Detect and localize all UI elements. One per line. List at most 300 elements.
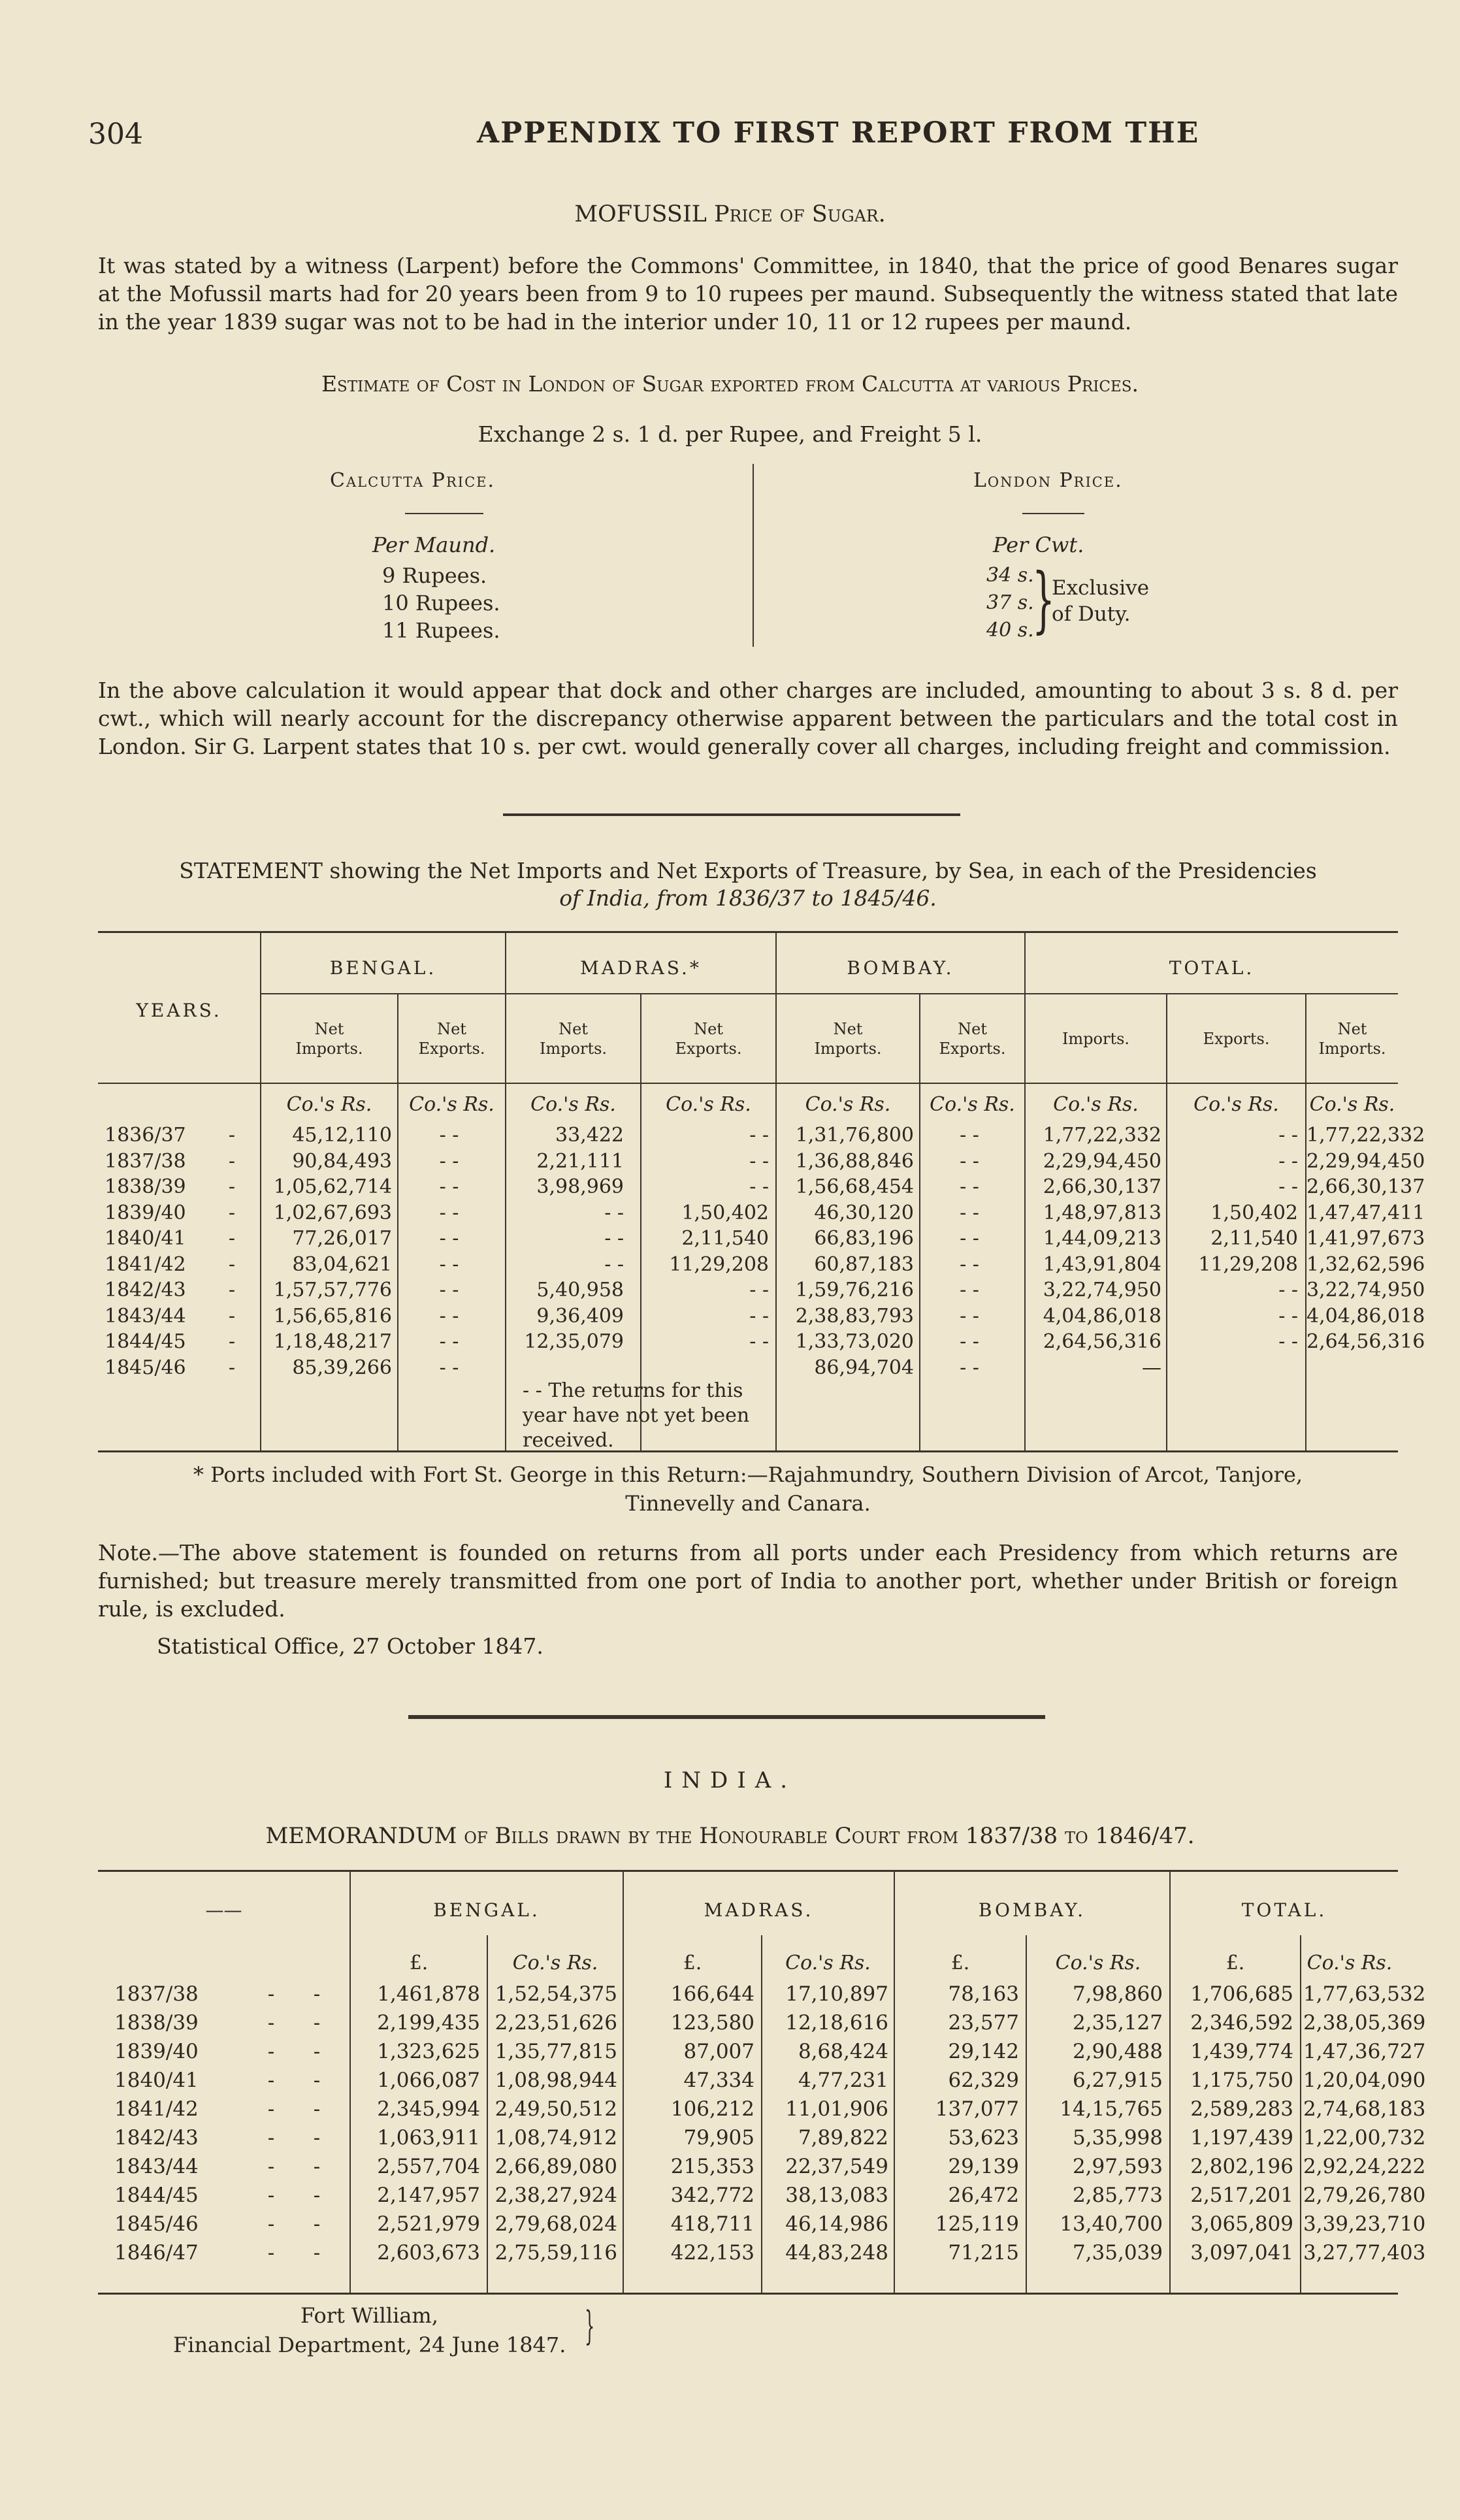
table-cell: - bbox=[228, 1175, 236, 1198]
table-cell: - - bbox=[604, 1227, 624, 1250]
year-cell: 1845/46 bbox=[105, 1356, 186, 1379]
year-cell: 1840/41 bbox=[114, 2069, 199, 2092]
table-row bbox=[98, 2155, 1426, 2184]
calcutta-price-item: 9 Rupees. bbox=[382, 563, 487, 588]
group-heading: TOTAL. bbox=[1241, 1899, 1327, 1921]
unit-label: Co.'s Rs. bbox=[1309, 1093, 1395, 1116]
table-cell: 2,346,592 bbox=[1190, 2011, 1293, 2035]
statement-title-line: of India, from 1836/37 to 1845/46. bbox=[559, 885, 937, 911]
table-cell: 77,26,017 bbox=[292, 1227, 392, 1250]
table-cell: 2,345,994 bbox=[377, 2097, 480, 2121]
table-cell: 1,48,97,813 bbox=[1043, 1201, 1161, 1224]
unit-label: Co.'s Rs. bbox=[1306, 1952, 1393, 1974]
table-cell: 2,603,673 bbox=[377, 2241, 480, 2265]
table-cell: - bbox=[228, 1124, 236, 1147]
table-cell: 2,589,283 bbox=[1190, 2097, 1293, 2121]
london-price-item: 37 s. bbox=[986, 591, 1034, 614]
year-cell: 1846/47 bbox=[114, 2241, 199, 2265]
table-cell: - bbox=[313, 2040, 321, 2063]
table-cell: - - bbox=[749, 1149, 769, 1173]
table-cell: - - bbox=[439, 1330, 459, 1353]
memorandum-title: MEMORANDUM of Bills drawn by the Honourable Court from 1837/38 to 1846/47. bbox=[265, 1823, 1195, 1849]
years-heading: YEARS. bbox=[136, 1000, 222, 1021]
year-cell: 1844/45 bbox=[114, 2184, 199, 2207]
note-paragraph: Note.—The above statement is founded on returns from all ports under each Presidency from which returns are furnished; but treasure merely transmitted from one port of India to another port, whether under British or foreign rule, is excluded. bbox=[98, 1540, 1398, 1622]
table-cell: 2,79,68,024 bbox=[495, 2212, 617, 2236]
table-cell: 1,57,57,776 bbox=[273, 1279, 392, 1301]
table-cell: 1,36,88,846 bbox=[795, 1149, 914, 1173]
london-price-item: 34 s. bbox=[986, 564, 1034, 587]
corner-dash: —— bbox=[205, 1899, 242, 1921]
group-heading: MADRAS. bbox=[704, 1899, 814, 1921]
calculation-paragraph: In the above calculation it would appear that dock and other charges are included, amounting to about 3 s. 8 d. per cwt., which will nearly account for the discrepancy otherwise apparent between the particulars and the total cost in London. Sir G. Larpent states that 10 s. per cwt. would generally cover all charges, including freight and commission. bbox=[98, 678, 1398, 759]
table-cell: 422,153 bbox=[670, 2241, 754, 2265]
table-rule bbox=[98, 1083, 1398, 1084]
table-cell: - - bbox=[1278, 1279, 1298, 1301]
table-cell: - - bbox=[749, 1304, 769, 1328]
exclusive-of-duty-note bbox=[1052, 575, 1149, 627]
exclusive-line: Exclusive bbox=[1052, 576, 1150, 600]
table-cell: 2,92,24,222 bbox=[1303, 2155, 1426, 2178]
year-cell: 1843/44 bbox=[114, 2155, 199, 2178]
table-cell: 8,68,424 bbox=[798, 2040, 888, 2063]
sugar-paragraph-container bbox=[98, 252, 1398, 336]
table-cell: - bbox=[267, 2155, 275, 2178]
sugar-section-title: MOFUSSIL Price of Sugar. bbox=[574, 201, 886, 227]
table-row bbox=[98, 2184, 1426, 2212]
table-cell: 1,44,09,213 bbox=[1043, 1227, 1161, 1250]
table-cell: - - bbox=[1278, 1124, 1298, 1147]
year-cell: 1838/39 bbox=[114, 2011, 199, 2035]
statement-title bbox=[98, 857, 1398, 912]
table-cell: 418,711 bbox=[670, 2212, 754, 2236]
table-cell: 11,29,208 bbox=[1198, 1252, 1298, 1276]
table-cell: - - bbox=[439, 1201, 459, 1224]
sugar-paragraph: It was stated by a witness (Larpent) before the Commons' Committee, in 1840, that the price of good Benares sugar at the Mofussil marts had for 20 years been from 9 to 10 rupees per maund. Subsequently the witness stated that late in the year 1839 sugar was not to be had in the interior under 10, 11 or 12 rupees per maund. bbox=[98, 253, 1398, 335]
table-cell: 2,29,94,450 bbox=[1306, 1149, 1425, 1173]
running-title: APPENDIX TO FIRST REPORT FROM THE bbox=[477, 116, 1200, 150]
table-cell: - bbox=[228, 1279, 236, 1301]
table-cell: 2,802,196 bbox=[1190, 2155, 1293, 2178]
table-cell: 2,74,68,183 bbox=[1303, 2097, 1426, 2121]
table-cell: 3,98,969 bbox=[536, 1175, 624, 1198]
table-cell: 85,39,266 bbox=[292, 1356, 392, 1379]
table-cell: - bbox=[228, 1252, 236, 1276]
madras-returns-note bbox=[523, 1379, 749, 1453]
table-row bbox=[98, 1201, 1425, 1229]
table-cell: - - bbox=[439, 1304, 459, 1328]
table-cell: - bbox=[228, 1356, 236, 1379]
table-cell: - - bbox=[1278, 1304, 1298, 1328]
year-cell: 1842/43 bbox=[105, 1279, 186, 1301]
table-cell: - - bbox=[960, 1227, 979, 1250]
statement-title-line: STATEMENT showing the Net Imports and Net Exports of Treasure, by Sea, in each of the Presidencies bbox=[179, 858, 1317, 883]
table-cell: - - bbox=[604, 1201, 624, 1224]
table-cell: 2,38,83,793 bbox=[795, 1304, 914, 1328]
table-cell: 2,23,51,626 bbox=[495, 2011, 617, 2035]
table-cell: 45,12,110 bbox=[292, 1124, 392, 1147]
table-row bbox=[98, 2069, 1426, 2097]
section-rule bbox=[408, 1715, 1045, 1719]
table-cell: - bbox=[267, 2126, 275, 2150]
table-cell: - - bbox=[1278, 1330, 1298, 1353]
table-cell: - bbox=[228, 1149, 236, 1173]
table-cell: 106,212 bbox=[670, 2097, 754, 2121]
table-cell: 1,77,63,532 bbox=[1303, 1982, 1426, 2006]
table-row bbox=[98, 1149, 1425, 1177]
table-cell: 29,142 bbox=[948, 2040, 1019, 2063]
table-cell: 4,04,86,018 bbox=[1043, 1304, 1161, 1328]
table-cell: 3,27,77,403 bbox=[1303, 2241, 1426, 2265]
year-cell: 1842/43 bbox=[114, 2126, 199, 2150]
calcutta-price-item: 11 Rupees. bbox=[382, 618, 500, 643]
subheading-net-imports: Net Imports. bbox=[814, 1020, 882, 1058]
table-rule bbox=[98, 1870, 1398, 1872]
table-cell: 1,77,22,332 bbox=[1043, 1124, 1161, 1147]
table-cell: - bbox=[228, 1330, 236, 1353]
table-cell: 1,35,77,815 bbox=[495, 2040, 617, 2063]
table-cell: - bbox=[313, 2212, 321, 2236]
subheading-net-imports: Net Imports. bbox=[539, 1020, 608, 1058]
table-cell: 60,87,183 bbox=[814, 1252, 914, 1276]
table-cell: 7,98,860 bbox=[1072, 1982, 1163, 2006]
table-cell: - bbox=[313, 2241, 321, 2265]
table-cell: 2,199,435 bbox=[377, 2011, 480, 2035]
table-cell: 1,43,91,804 bbox=[1043, 1252, 1161, 1276]
price-divider bbox=[753, 464, 754, 647]
table-cell: - - bbox=[439, 1279, 459, 1301]
table-cell: 2,11,540 bbox=[1210, 1227, 1298, 1250]
table-cell: - bbox=[267, 2212, 275, 2236]
unit-label: Co.'s Rs. bbox=[512, 1952, 598, 1974]
table-cell: 1,50,402 bbox=[1210, 1201, 1298, 1224]
table-cell: 1,323,625 bbox=[377, 2040, 480, 2063]
table-rule bbox=[98, 2293, 1398, 2295]
table-cell: 62,329 bbox=[948, 2069, 1019, 2092]
table-cell: 2,66,89,080 bbox=[495, 2155, 617, 2178]
table-cell: 1,05,62,714 bbox=[273, 1175, 392, 1198]
table-cell: 79,905 bbox=[683, 2126, 754, 2150]
table-cell: 12,35,079 bbox=[524, 1330, 624, 1353]
table-rule bbox=[261, 993, 1398, 994]
table-cell: 29,139 bbox=[948, 2155, 1019, 2178]
table-cell: 87,007 bbox=[683, 2040, 754, 2063]
statistical-office-line: Statistical Office, 27 October 1847. bbox=[157, 1633, 543, 1659]
unit-label: £. bbox=[950, 1952, 970, 1974]
table-cell: 1,197,439 bbox=[1190, 2126, 1293, 2150]
table-cell: 7,89,822 bbox=[798, 2126, 888, 2150]
table-cell: 1,32,62,596 bbox=[1306, 1252, 1425, 1276]
table-cell: - - bbox=[749, 1279, 769, 1301]
table-cell: 46,30,120 bbox=[814, 1201, 914, 1224]
treasure-statement-table bbox=[98, 931, 1425, 1454]
table-cell: 1,59,76,216 bbox=[795, 1279, 914, 1301]
table-cell: - bbox=[313, 2126, 321, 2150]
table-cell: 4,04,86,018 bbox=[1306, 1304, 1425, 1328]
table-cell: 6,27,915 bbox=[1072, 2069, 1163, 2092]
table-row bbox=[98, 2241, 1426, 2270]
subheading-net-exports: Net Exports. bbox=[675, 1020, 742, 1058]
group-heading: BENGAL. bbox=[433, 1899, 540, 1921]
table-cell: - bbox=[313, 2155, 321, 2178]
table-cell: - bbox=[313, 2097, 321, 2121]
table-cell: 166,644 bbox=[670, 1982, 754, 2006]
table-cell: - - bbox=[439, 1227, 459, 1250]
table-cell: - bbox=[267, 2011, 275, 2035]
year-cell: 1837/38 bbox=[114, 1982, 199, 2006]
table-cell: 1,08,74,912 bbox=[495, 2126, 617, 2150]
year-cell: 1839/40 bbox=[105, 1201, 186, 1224]
table-cell: - - bbox=[960, 1175, 979, 1198]
table-cell: 2,38,27,924 bbox=[495, 2184, 617, 2207]
table-row bbox=[98, 2212, 1426, 2241]
table-cell: - - bbox=[960, 1304, 979, 1328]
table-cell: - bbox=[228, 1201, 236, 1224]
table-cell: — bbox=[1142, 1356, 1161, 1379]
subheading-net-imports: Net Imports. bbox=[1318, 1020, 1386, 1058]
unit-label: Co.'s Rs. bbox=[530, 1093, 616, 1116]
year-cell: 1841/42 bbox=[105, 1252, 186, 1276]
table-row bbox=[98, 1227, 1425, 1254]
table-cell: 2,90,488 bbox=[1072, 2040, 1163, 2063]
table-cell: 47,334 bbox=[683, 2069, 754, 2092]
table-cell: 2,521,979 bbox=[377, 2212, 480, 2236]
section-rule bbox=[503, 813, 960, 816]
table-row bbox=[98, 2040, 1426, 2069]
table-row bbox=[98, 1124, 1425, 1151]
table-cell: 5,35,998 bbox=[1072, 2126, 1163, 2150]
table-cell: 78,163 bbox=[948, 1982, 1019, 2006]
unit-label: Co.'s Rs. bbox=[805, 1093, 891, 1116]
table-row bbox=[98, 2126, 1426, 2155]
table-cell: 1,22,00,732 bbox=[1303, 2126, 1426, 2150]
table-cell: 1,063,911 bbox=[377, 2126, 480, 2150]
table-rule bbox=[98, 931, 1398, 933]
table-cell: 9,36,409 bbox=[536, 1304, 624, 1328]
table-cell: - - bbox=[960, 1330, 979, 1353]
unit-label: Co.'s Rs. bbox=[286, 1093, 372, 1116]
table-row bbox=[98, 1279, 1425, 1306]
table-cell: - bbox=[267, 2069, 275, 2092]
table-cell: - - bbox=[439, 1252, 459, 1276]
group-heading: TOTAL. bbox=[1169, 957, 1255, 979]
table-cell: 342,772 bbox=[670, 2184, 754, 2207]
brace-glyph: } bbox=[1032, 557, 1055, 641]
table-cell: 1,33,73,020 bbox=[795, 1330, 914, 1353]
table-cell: 2,79,26,780 bbox=[1303, 2184, 1426, 2207]
bills-memorandum-table bbox=[98, 1870, 1426, 2321]
table-cell: 2,64,56,316 bbox=[1306, 1330, 1425, 1353]
subheading-net-exports: Net Exports. bbox=[418, 1020, 485, 1058]
table-cell: 83,04,621 bbox=[292, 1252, 392, 1276]
table-cell: 90,84,493 bbox=[292, 1149, 392, 1173]
unit-label: £. bbox=[683, 1952, 702, 1974]
table-cell: 46,14,986 bbox=[785, 2212, 888, 2236]
table-cell: - - bbox=[960, 1279, 979, 1301]
madras-note-line: - - The returns for this bbox=[523, 1379, 743, 1402]
table-cell: 3,065,809 bbox=[1190, 2212, 1293, 2236]
year-cell: 1838/39 bbox=[105, 1175, 186, 1198]
table-cell: 3,097,041 bbox=[1190, 2241, 1293, 2265]
table-cell: 1,18,48,217 bbox=[273, 1330, 392, 1353]
london-price-heading: London Price. bbox=[973, 469, 1123, 492]
london-price-list bbox=[986, 562, 1034, 644]
calcutta-price-item: 10 Rupees. bbox=[382, 591, 500, 615]
table-cell: - bbox=[267, 1982, 275, 2006]
table-cell: - - bbox=[960, 1356, 979, 1379]
subheading-net-imports: Net Imports. bbox=[295, 1020, 363, 1058]
table-cell: 2,75,59,116 bbox=[495, 2241, 617, 2265]
table-cell: 3,22,74,950 bbox=[1043, 1279, 1161, 1301]
exchange-line: Exchange 2 s. 1 d. per Rupee, and Freight 5 l. bbox=[478, 421, 982, 447]
footnote-line: Tinnevelly and Canara. bbox=[625, 1491, 871, 1516]
unit-label: £. bbox=[409, 1952, 429, 1974]
calculation-paragraph-container bbox=[98, 676, 1398, 761]
unit-label: Co.'s Rs. bbox=[930, 1093, 1015, 1116]
calcutta-underline bbox=[405, 513, 483, 514]
group-heading: MADRAS.* bbox=[580, 957, 702, 979]
table-cell: - - bbox=[1278, 1149, 1298, 1173]
table-row bbox=[98, 1304, 1425, 1332]
table-cell: 1,31,76,800 bbox=[795, 1124, 914, 1147]
unit-label: Co.'s Rs. bbox=[409, 1093, 495, 1116]
calcutta-price-heading: Calcutta Price. bbox=[330, 469, 496, 492]
table-cell: 1,08,98,944 bbox=[495, 2069, 617, 2092]
table-cell: 137,077 bbox=[935, 2097, 1019, 2121]
table-cell: - - bbox=[749, 1175, 769, 1198]
table-cell: 23,577 bbox=[948, 2011, 1019, 2035]
table-cell: 125,119 bbox=[935, 2212, 1019, 2236]
year-cell: 1840/41 bbox=[105, 1227, 186, 1250]
table-cell: 1,02,67,693 bbox=[273, 1201, 392, 1224]
table-cell: 1,439,774 bbox=[1190, 2040, 1293, 2063]
estimate-title: Estimate of Cost in London of Sugar exported from Calcutta at various Prices. bbox=[321, 371, 1139, 397]
table-cell: - - bbox=[960, 1252, 979, 1276]
table-row bbox=[98, 2097, 1426, 2126]
table-cell: 22,37,549 bbox=[785, 2155, 888, 2178]
london-price-item: 40 s. bbox=[986, 619, 1034, 642]
year-cell: 1843/44 bbox=[105, 1304, 186, 1328]
table-cell: 14,15,765 bbox=[1060, 2097, 1163, 2121]
unit-label: Co.'s Rs. bbox=[1053, 1093, 1139, 1116]
table-cell: 2,29,94,450 bbox=[1043, 1149, 1161, 1173]
table-cell: 38,13,083 bbox=[785, 2184, 888, 2207]
table-cell: 2,11,540 bbox=[681, 1227, 769, 1250]
table-cell: 123,580 bbox=[670, 2011, 754, 2035]
table-cell: 3,22,74,950 bbox=[1306, 1279, 1425, 1301]
unit-label: Co.'s Rs. bbox=[1055, 1952, 1141, 1974]
table-cell: 86,94,704 bbox=[814, 1356, 914, 1379]
table-cell: 1,41,97,673 bbox=[1306, 1227, 1425, 1250]
table-cell: 1,706,685 bbox=[1190, 1982, 1293, 2006]
table-cell: 1,461,878 bbox=[377, 1982, 480, 2006]
year-cell: 1841/42 bbox=[114, 2097, 199, 2121]
subheading-net-exports: Net Exports. bbox=[939, 1020, 1006, 1058]
table-cell: 5,40,958 bbox=[536, 1279, 624, 1301]
year-cell: 1845/46 bbox=[114, 2212, 199, 2236]
table-cell: 1,20,04,090 bbox=[1303, 2069, 1426, 2092]
table-row bbox=[98, 1175, 1425, 1203]
table-cell: - bbox=[313, 2184, 321, 2207]
table-cell: 17,10,897 bbox=[785, 1982, 888, 2006]
table-cell: - bbox=[267, 2241, 275, 2265]
year-cell: 1836/37 bbox=[105, 1124, 186, 1147]
table-cell: 1,066,087 bbox=[377, 2069, 480, 2092]
year-cell: 1844/45 bbox=[105, 1330, 186, 1353]
calcutta-price-list bbox=[382, 562, 500, 644]
table-cell: 1,77,22,332 bbox=[1306, 1124, 1425, 1147]
table-cell: - bbox=[267, 2040, 275, 2063]
table-cell: - bbox=[267, 2184, 275, 2207]
table-cell: - bbox=[228, 1227, 236, 1250]
table-cell: - - bbox=[439, 1124, 459, 1147]
table-cell: - bbox=[313, 2069, 321, 2092]
table-cell: 71,215 bbox=[948, 2241, 1019, 2265]
table-cell: 2,66,30,137 bbox=[1306, 1175, 1425, 1198]
unit-label: £. bbox=[1225, 1952, 1245, 1974]
table-cell: 3,39,23,710 bbox=[1303, 2212, 1426, 2236]
table-cell: 2,21,111 bbox=[536, 1149, 624, 1173]
year-cell: 1839/40 bbox=[114, 2040, 199, 2063]
table-cell: 215,353 bbox=[670, 2155, 754, 2178]
table-row bbox=[98, 2011, 1426, 2040]
signature-place: Fort William, bbox=[300, 2303, 438, 2328]
table-cell: - - bbox=[439, 1175, 459, 1198]
table-cell: 53,623 bbox=[948, 2126, 1019, 2150]
table-cell: - bbox=[313, 2011, 321, 2035]
table-cell: 1,47,36,727 bbox=[1303, 2040, 1426, 2063]
table-cell: 2,35,127 bbox=[1072, 2011, 1163, 2035]
calcutta-unit: Per Maund. bbox=[372, 532, 496, 557]
table-cell: 11,29,208 bbox=[669, 1252, 769, 1276]
table-cell: 2,517,201 bbox=[1190, 2184, 1293, 2207]
exclusive-line: of Duty. bbox=[1052, 602, 1131, 626]
table-cell: 1,175,750 bbox=[1190, 2069, 1293, 2092]
table-cell: - - bbox=[439, 1149, 459, 1173]
table-cell: - - bbox=[960, 1124, 979, 1147]
footnote-line: * Ports included with Fort St. George in this Return:—Rajahmundry, Southern Division of Arcot, Tanjore, bbox=[193, 1462, 1303, 1487]
table-cell: 26,472 bbox=[948, 2184, 1019, 2207]
table-cell: - - bbox=[604, 1252, 624, 1276]
table-cell: 2,147,957 bbox=[377, 2184, 480, 2207]
table-cell: 2,97,593 bbox=[1072, 2155, 1163, 2178]
london-unit: Per Cwt. bbox=[993, 532, 1084, 557]
table-cell: 1,56,65,816 bbox=[273, 1304, 392, 1328]
table-cell: - bbox=[228, 1304, 236, 1328]
table-cell: - - bbox=[749, 1330, 769, 1353]
table-cell: 44,83,248 bbox=[785, 2241, 888, 2265]
table-row bbox=[98, 1982, 1426, 2011]
unit-label: Co.'s Rs. bbox=[785, 1952, 871, 1974]
table-cell: - - bbox=[1278, 1175, 1298, 1198]
statement-footnote bbox=[98, 1460, 1398, 1518]
table-cell: 11,01,906 bbox=[785, 2097, 888, 2121]
table-cell: - bbox=[313, 1982, 321, 2006]
table-cell: - - bbox=[960, 1149, 979, 1173]
table-cell: 2,85,773 bbox=[1072, 2184, 1163, 2207]
table-cell: 13,40,700 bbox=[1060, 2212, 1163, 2236]
group-heading: BENGAL. bbox=[329, 957, 437, 979]
table-cell: 2,66,30,137 bbox=[1043, 1175, 1161, 1198]
signature-department: Financial Department, 24 June 1847. bbox=[173, 2332, 566, 2357]
table-cell: 2,64,56,316 bbox=[1043, 1330, 1161, 1353]
london-underline bbox=[1022, 513, 1084, 514]
note-container bbox=[98, 1539, 1398, 1623]
table-cell: 12,18,616 bbox=[785, 2011, 888, 2035]
group-heading: BOMBAY. bbox=[847, 957, 954, 979]
table-cell: 2,38,05,369 bbox=[1303, 2011, 1426, 2035]
madras-note-line: received. bbox=[523, 1429, 614, 1452]
